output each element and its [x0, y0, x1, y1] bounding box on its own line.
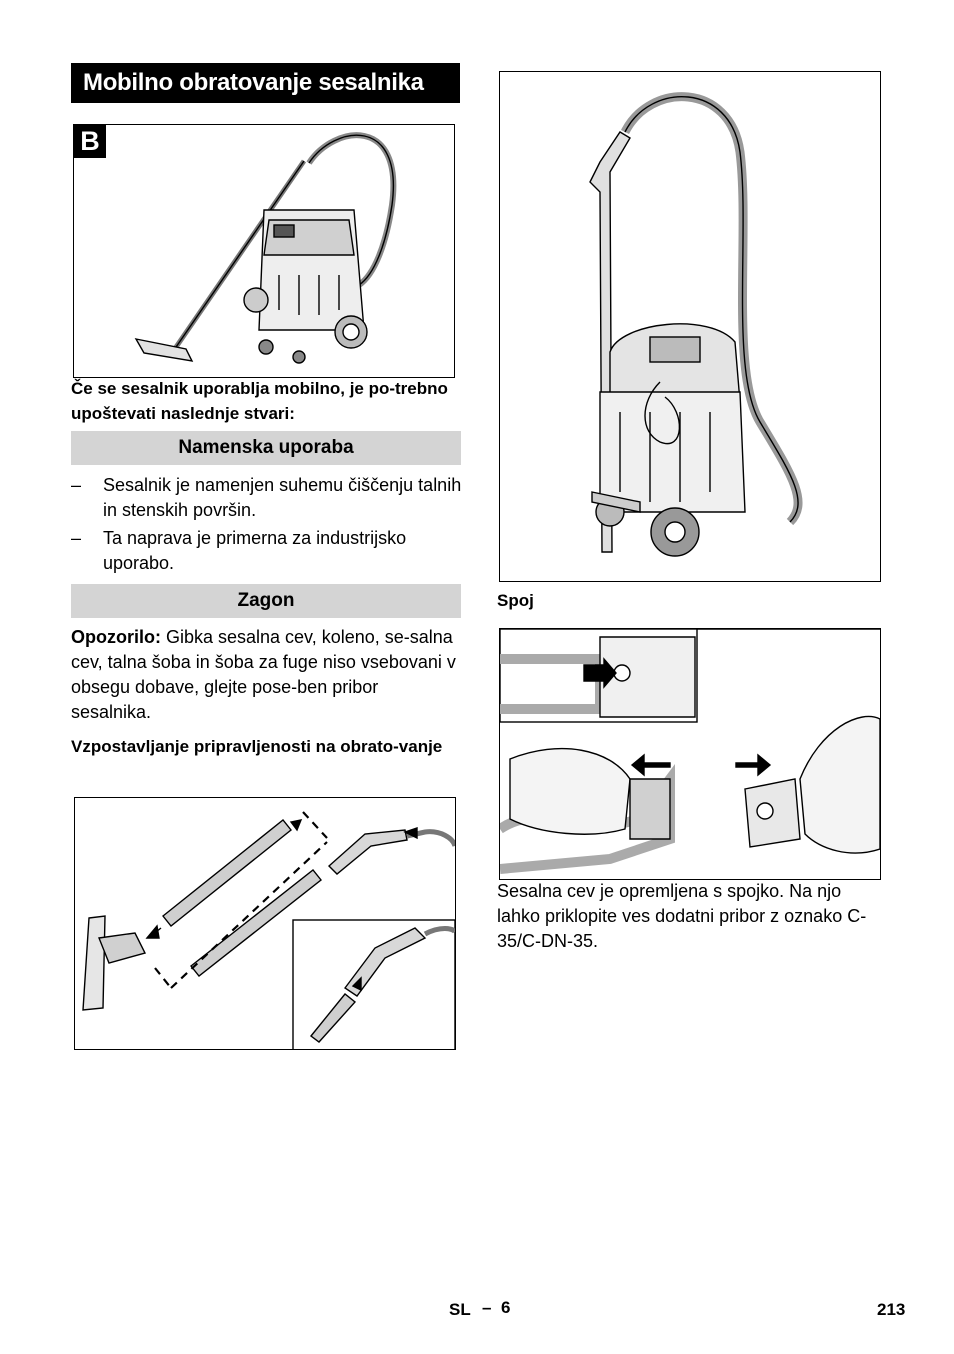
list-bullet: –	[71, 528, 82, 548]
footer-section-page: 6	[501, 1298, 511, 1317]
coupling-illustration	[500, 629, 880, 879]
section-heading-startup: Zagon	[71, 584, 461, 618]
intro-text: Če se sesalnik uporablja mobilno, je po-trebno upoštevati naslednje stvari:	[71, 379, 448, 423]
vacuum-upright-illustration	[500, 72, 880, 581]
footer-dash: –	[482, 1298, 492, 1317]
footer-language: SL	[449, 1300, 471, 1319]
warning-paragraph	[71, 625, 463, 725]
list-item-text: Ta naprava je primerna za industrijsko uporabo.	[103, 528, 407, 573]
page-title: Mobilno obratovanje sesalnika	[71, 63, 460, 103]
warning-text: Gibka sesalna cev, koleno, se-salna cev, talna šoba in šoba za fuge niso vsebovani v obsegu dobave, glejte pose-ben pribor sesalnika.	[71, 627, 456, 722]
figure-vacuum-upright-illustration	[499, 71, 881, 582]
figure-b-label: B	[74, 125, 106, 158]
connection-heading: Spoj	[497, 591, 534, 610]
figure-coupling-illustration	[499, 628, 881, 880]
tube-assembly-illustration	[75, 798, 455, 1049]
page-number: 213	[877, 1300, 906, 1319]
list-item	[71, 526, 463, 576]
list-bullet: –	[71, 475, 82, 495]
figure-assembly-illustration	[74, 797, 456, 1050]
list-item	[71, 473, 463, 523]
vacuum-floor-illustration	[74, 125, 454, 377]
figure-b-vacuum-illustration	[73, 124, 455, 378]
section-heading-intended-use: Namenska uporaba	[71, 431, 461, 465]
warning-label: Opozorilo:	[71, 627, 161, 647]
subheading-operation-ready: Vzpostavljanje pripravljenosti na obrato-vanje	[71, 737, 443, 756]
list-item-text: Sesalnik je namenjen suhemu čiščenju talnih in stenskih površin.	[103, 475, 462, 520]
connection-text: Sesalna cev je opremljena s spojko. Na njo lahko priklopite ves dodatni pribor z oznako C-35/C-DN-35.	[497, 881, 867, 951]
